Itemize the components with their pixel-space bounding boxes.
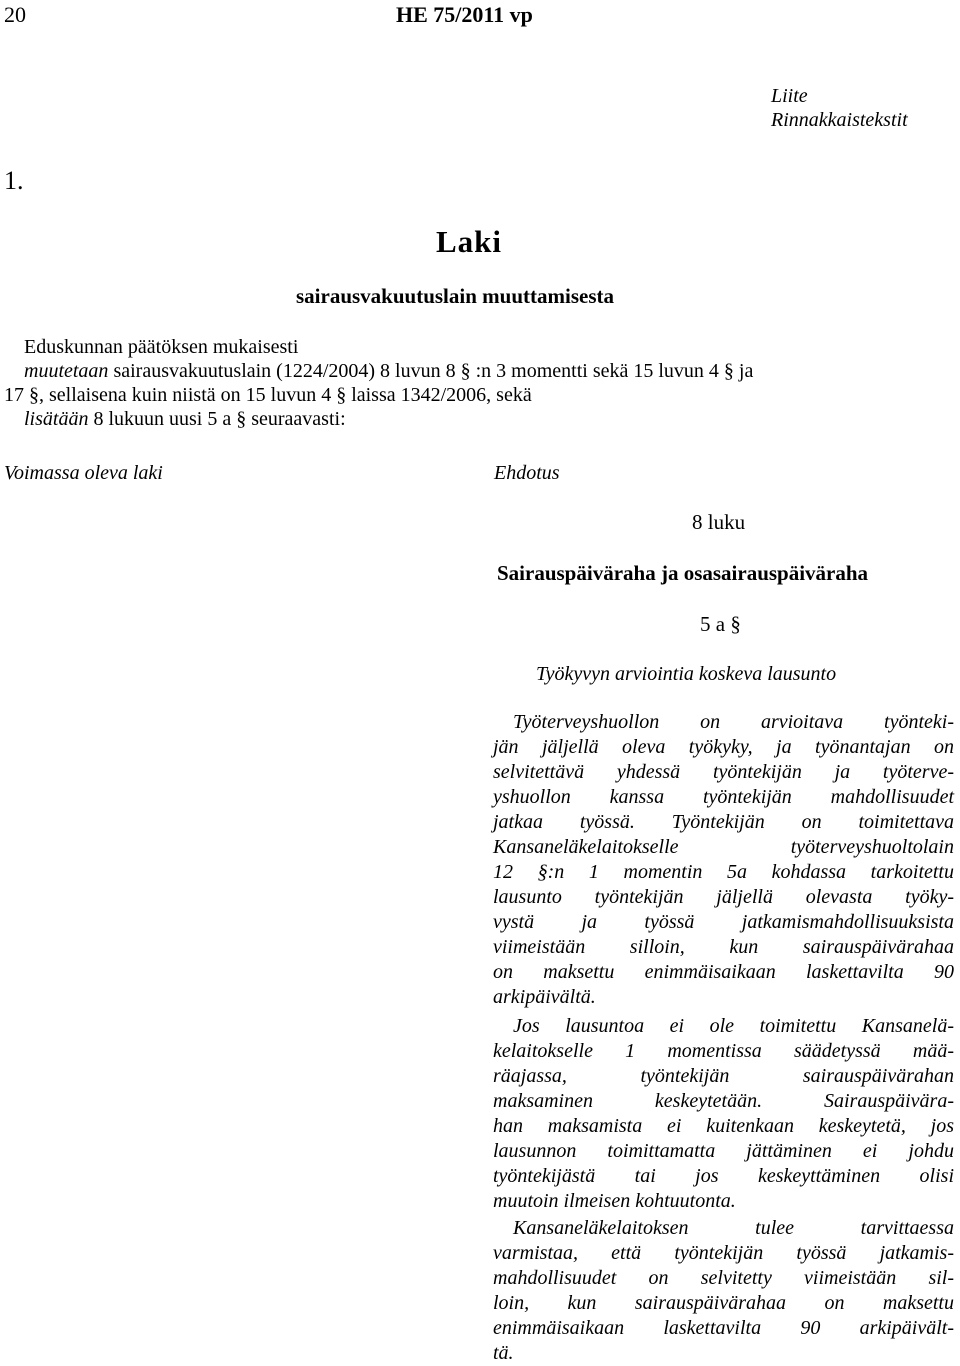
p1-line: selvitettävä yhdessä työntekijän ja työterve- (493, 761, 954, 783)
intro-line-4-text: 8 lukuun uusi 5 a § seuraavasti: (88, 408, 346, 430)
p2-line: maksaminen keskeytetään. Sairauspäivära- (493, 1090, 954, 1112)
intro-line-1: Eduskunnan päätöksen mukaisesti (24, 336, 299, 358)
p3-line: tä. (493, 1342, 514, 1364)
p2-line: han maksamista ei kuitenkaan keskeytetä, jos (493, 1115, 954, 1137)
p2-line: Jos lausuntoa ei ole toimitettu Kansanelä- (513, 1015, 954, 1037)
p2-line: räajassa, työntekijän sairauspäivärahan (493, 1065, 954, 1087)
p1-line: jatkaa työssä. Työntekijän on toimitettava (493, 811, 954, 833)
section-heading: 5 a § (700, 612, 741, 636)
page-number: 20 (4, 2, 26, 27)
intro-line-2 (24, 359, 960, 383)
p1-line: jän jäljellä oleva työkyky, ja työnantajan on (493, 736, 954, 758)
chapter-heading: 8 luku (692, 510, 746, 534)
p1-line: yshuollon kanssa työntekijän mahdollisuudet (493, 786, 954, 808)
intro-paragraph (4, 335, 960, 431)
law-title: Laki (436, 224, 503, 259)
paragraph-1 (493, 710, 954, 1010)
p2-line: muutoin ilmeisen kohtuutonta. (493, 1190, 736, 1212)
section-number: 1. (4, 166, 24, 195)
p1-line: viimeistään silloin, kun sairauspäivärahaa (493, 936, 954, 958)
p1-line: arkipäivältä. (493, 986, 596, 1008)
p3-line: enimmäisaikaan laskettavilta 90 arkipäivält- (493, 1317, 954, 1339)
paragraph-2 (493, 1014, 954, 1214)
p1-line: Kansaneläkelaitokselle työterveyshuoltolain (493, 836, 954, 858)
intro-line-3: 17 §, sellaisena kuin niistä on 15 luvun 4 § laissa 1342/2006, sekä (4, 384, 532, 406)
intro-line-2-text: sairausvakuutuslain (1224/2004) 8 luvun 8 § :n 3 momentti sekä 15 luvun 4 § ja (108, 360, 754, 382)
p2-line: työntekijästä tai jos keskeyttäminen olisi (493, 1165, 954, 1187)
p3-line: Kansaneläkelaitoksen tulee tarvittaessa (513, 1217, 954, 1239)
intro-verb-amend: muutetaan (24, 360, 109, 382)
column-header-current-law: Voimassa oleva laki (4, 462, 163, 484)
chapter-title: Sairauspäiväraha ja osasairauspäiväraha (497, 561, 869, 585)
p3-line: varmistaa, että työntekijän työssä jatkamis- (493, 1242, 954, 1264)
intro-line-4 (24, 407, 960, 431)
document-id: HE 75/2011 vp (396, 2, 533, 27)
p2-line: lausunnon toimittamatta jättäminen ei johdu (493, 1140, 954, 1162)
p1-line: Työterveyshuollon on arvioitava työnteki- (513, 711, 954, 733)
section-title: Työkyvyn arviointia koskeva lausunto (536, 663, 837, 685)
p3-line: mahdollisuudet on selvitetty viimeistään sil- (493, 1267, 954, 1289)
appendix-sublabel: Rinnakkaistekstit (771, 109, 908, 131)
p1-line: 12 §:n 1 momentin 5a kohdassa tarkoitettu (493, 861, 954, 883)
p3-line: loin, kun sairauspäivärahaa on maksettu (493, 1292, 954, 1314)
p1-line: vystä ja työssä jatkamismahdollisuuksista (493, 911, 954, 933)
law-subtitle: sairausvakuutuslain muuttamisesta (296, 284, 614, 308)
p1-line: on maksettu enimmäisaikaan laskettavilta 90 (493, 961, 954, 983)
paragraph-3 (493, 1216, 954, 1366)
intro-verb-add: lisätään (24, 408, 89, 430)
column-header-proposal: Ehdotus (494, 462, 560, 484)
p2-line: kelaitokselle 1 momentissa säädetyssä mää- (493, 1040, 954, 1062)
p1-line: lausunto työntekijän jäljellä olevasta työky- (493, 886, 954, 908)
appendix-label: Liite (771, 85, 808, 107)
